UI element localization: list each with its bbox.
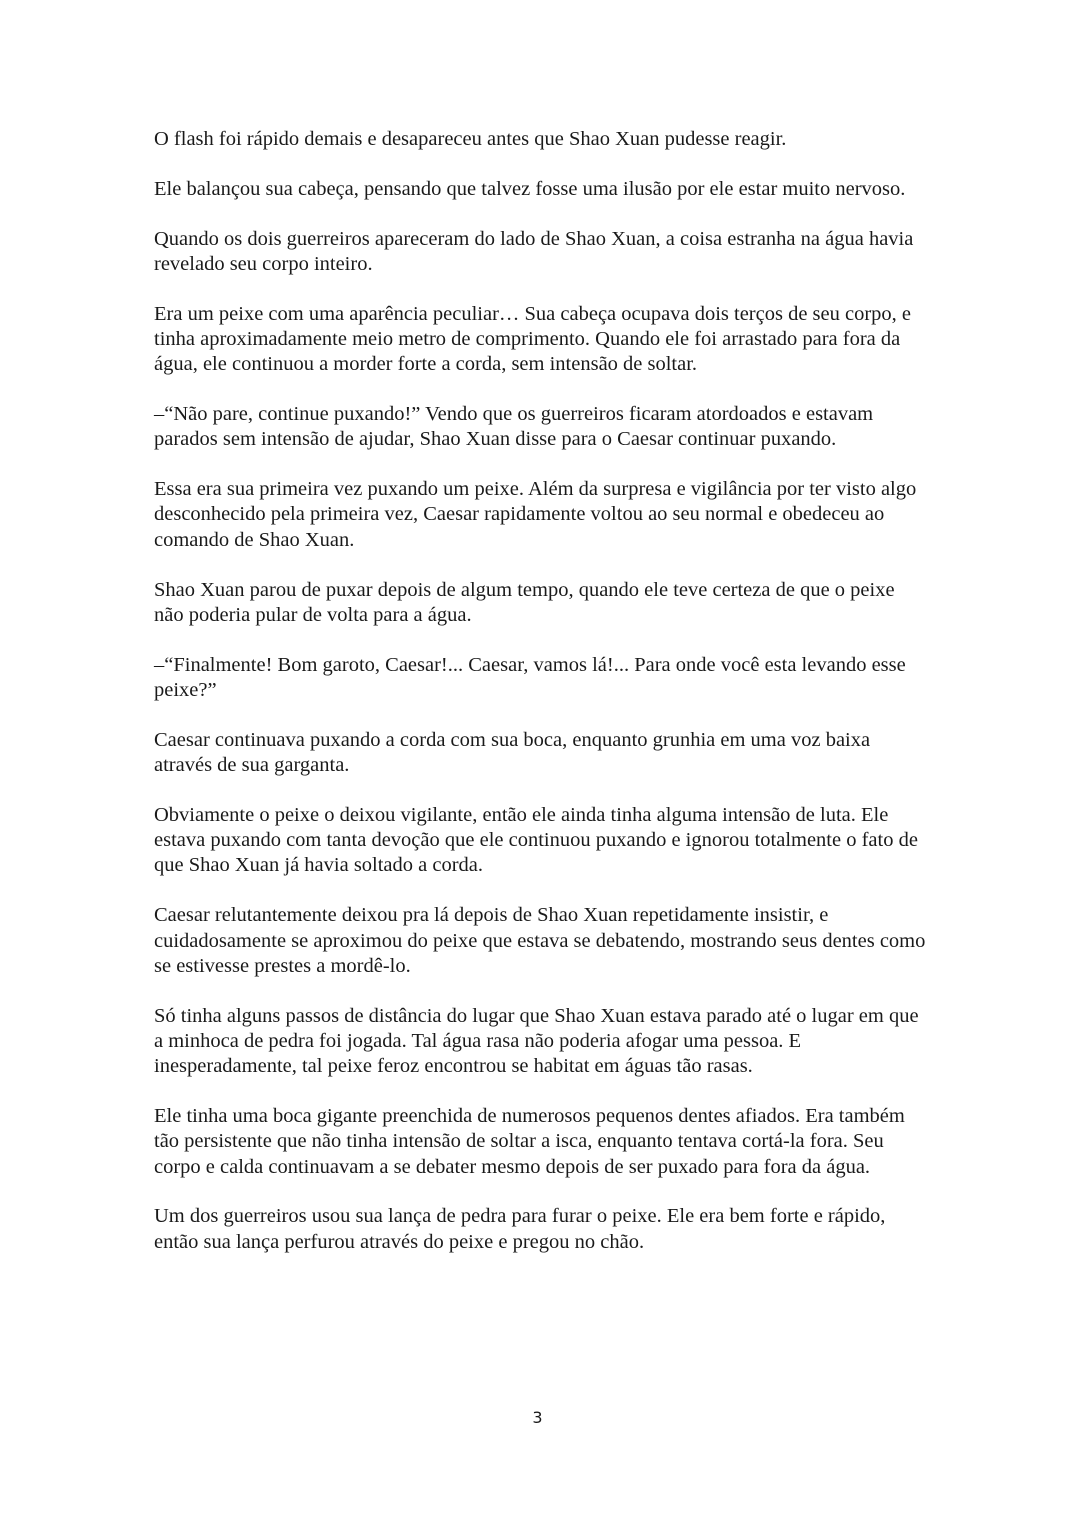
paragraph: –“Finalmente! Bom garoto, Caesar!... Caesar, vamos lá!... Para onde você esta levando esse peixe?” xyxy=(154,653,906,701)
paragraph: Essa era sua primeira vez puxando um peixe. Além da surpresa e vigilância por ter visto algo desconhecido pela primeira vez, Caesar rapidamente voltou ao seu normal e obedeceu ao comando de Shao Xuan. xyxy=(154,478,917,551)
paragraph: Quando os dois guerreiros apareceram do lado de Shao Xuan, a coisa estranha na água havia revelado seu corpo inteiro. xyxy=(154,227,914,275)
paragraph: Caesar relutantemente deixou pra lá depois de Shao Xuan repetidamente insistir, e cuidadosamente se aproximou do peixe que estava se debatendo, mostrando seus dentes como se estivesse prestes a mordê-lo. xyxy=(154,904,926,977)
paragraph: Era um peixe com uma aparência peculiar… Sua cabeça ocupava dois terços de seu corpo, e tinha aproximadamente meio metro de comprimento. Quando ele foi arrastado para fora da água, ele continuou a morder forte a corda, sem intensão de soltar. xyxy=(154,302,912,376)
page-number: 3 xyxy=(532,1408,543,1427)
paragraph: Um dos guerreiros usou sua lança de pedra para furar o peixe. Ele era bem forte e rápido, então sua lança perfurou através do peixe e pregou no chão. xyxy=(154,1205,886,1253)
paragraph: Shao Xuan parou de puxar depois de algum tempo, quando ele teve certeza de que o peixe não poderia pular de volta para a água. xyxy=(154,578,895,626)
document-body xyxy=(154,127,929,1280)
paragraph: Obviamente o peixe o deixou vigilante, então ele ainda tinha alguma intensão de luta. Ele estava puxando com tanta devoção que ele continuou puxando e ignorou totalmente o fato de que Shao Xuan já havia soltado a corda. xyxy=(154,803,918,877)
paragraph: Ele balançou sua cabeça, pensando que talvez fosse uma ilusão por ele estar muito nervoso. xyxy=(154,177,906,200)
paragraph: Caesar continuava puxando a corda com sua boca, enquanto grunhia em uma voz baixa através de sua garganta. xyxy=(154,728,871,777)
paragraph: O flash foi rápido demais e desapareceu antes que Shao Xuan pudesse reagir. xyxy=(154,128,787,150)
paragraph: Só tinha alguns passos de distância do lugar que Shao Xuan estava parado até o lugar em que a minhoca de pedra foi jogada. Tal água rasa não poderia afogar uma pessoa. E inesperadamente, tal peixe feroz encontrou se habitat em águas tão rasas. xyxy=(154,1004,919,1078)
paragraph: Ele tinha uma boca gigante preenchida de numerosos pequenos dentes afiados. Era também tão persistente que não tinha intensão de soltar a isca, enquanto tentava cortá-la fora. Seu corpo e calda continuavam a se debater mesmo depois de ser puxado para fora da água. xyxy=(154,1105,905,1178)
paragraph: –“Não pare, continue puxando!” Vendo que os guerreiros ficaram atordoados e estavam parados sem intensão de ajudar, Shao Xuan disse para o Caesar continuar puxando. xyxy=(154,403,874,451)
